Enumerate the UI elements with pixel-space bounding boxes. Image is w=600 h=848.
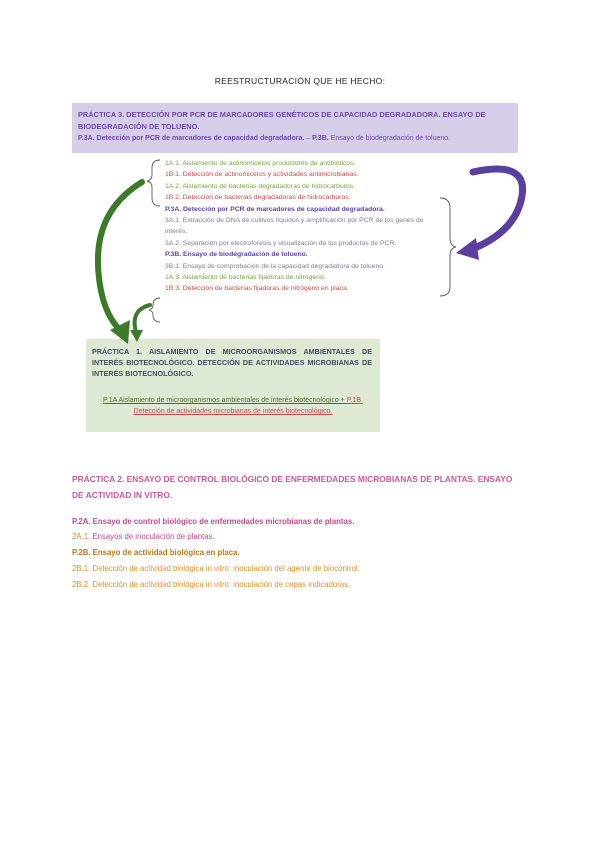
practica3-heading: PRÁCTICA 3. DETECCIÓN POR PCR DE MARCADORES GENÉTICOS DE CAPACIDAD DEGRADADORA. ENSAYO DE BIODEGRADACIÓN DE TOLUENO. (78, 110, 486, 131)
green-arrow-small (135, 305, 150, 332)
list-item: 1A.1. Aislamiento de actinomicetos productores de antibióticos. (165, 160, 356, 167)
list-item: 1B.2. Detección de bacterias degradadoras de hidrocarburos. (165, 194, 351, 202)
left-brace-top (147, 160, 160, 206)
practica2-b2: 2B.2. Detección de actividad biológica in vitro: inoculación de cepas indicadoras. (72, 580, 351, 589)
green-arrowhead-small (130, 330, 143, 342)
left-brace-bottom (149, 298, 160, 322)
practica2-heading: PRÁCTICA 2. ENSAYO DE CONTROL BIOLÓGICO DE ENFERMEDADES MICROBIANAS DE PLANTAS. ENSAYO DE ACTIVIDAD IN VITRO. (72, 474, 513, 500)
practica1-plus: + (338, 397, 347, 404)
list-item: 3A.2. Separación por electroforesis y visualización de los productos de PCR. (165, 239, 397, 247)
list-item: 1A.3. Aislamiento de bacterias fijadoras de nitrógeno. (165, 274, 326, 282)
right-brace (440, 198, 456, 296)
practica1-sub-b: P.1B. Detección de actividades microbianas de interés biotecnológico. (133, 397, 363, 416)
practica1-heading: PRÁCTICA 1. AISLAMIENTO DE MICROORGANISMOS AMBIENTALES DE INTERÉS BIOTECNOLÓGICO. DETECCIÓN DE ACTIVIDADES MICROBIANAS DE INTERÉS BIOTECNOLÓGICO. (92, 347, 372, 378)
practica2-b1: 2B.1. Detección de actividad biológica in vitro: inoculación del agente de biocontrol. (72, 564, 360, 573)
practica2-p2a: P.2A. Ensayo de control biológico de enfermedades microbianas de plantas. (72, 517, 355, 526)
page-title: REESTRUCTURACIÓN QUE HE HECHO: (214, 76, 386, 86)
practica3-line-b: Ensayo de biodegradación de tolueno. (328, 135, 451, 142)
practica2-a1-text: Ensayos de inoculación de plantas. (90, 532, 215, 541)
practica1-sub-a: P.1A Aislamiento de microorganismos ambientales de interés biotecnológico (103, 397, 339, 404)
list-item: 3B.1. Ensayo de comprobación de la capacidad degradadora de tolueno. (165, 262, 385, 270)
purple-arrow (470, 169, 523, 250)
purple-arrowhead (456, 238, 479, 260)
practica3-line-b-code: P.3B. (312, 135, 329, 142)
list-item: 1A.2. Aislamiento de bacterias degradadoras de hidrocarburos. (165, 182, 356, 190)
practica3-dash: – (304, 135, 313, 142)
list-item: 3A.1. Extracción de DNA de cultivos líquidos y amplificación por PCR de los genes de interés. (165, 217, 424, 236)
green-arrow (98, 182, 142, 330)
practica2-p2b: P.2B. Ensayo de actividad biológica en placa. (72, 548, 240, 557)
list-item: P.3B. Ensayo de biodegradación de tolueno. (165, 251, 308, 259)
practica2-a1-code: 2A.1. (72, 532, 91, 541)
practica3-line-a: P.3A. Detección por PCR de marcadores de capacidad degradadora. (78, 135, 305, 142)
list-item: P.3A. Detección por PCR de marcadores de capacidad degradadora. (165, 205, 385, 213)
list-item: 1B.3. Detección de bacterias fijadoras de nitrógeno en placa. (165, 285, 349, 293)
list-item: 1B.1. Detección de actinomicetos y actividades antimicrobianas. (165, 171, 359, 179)
